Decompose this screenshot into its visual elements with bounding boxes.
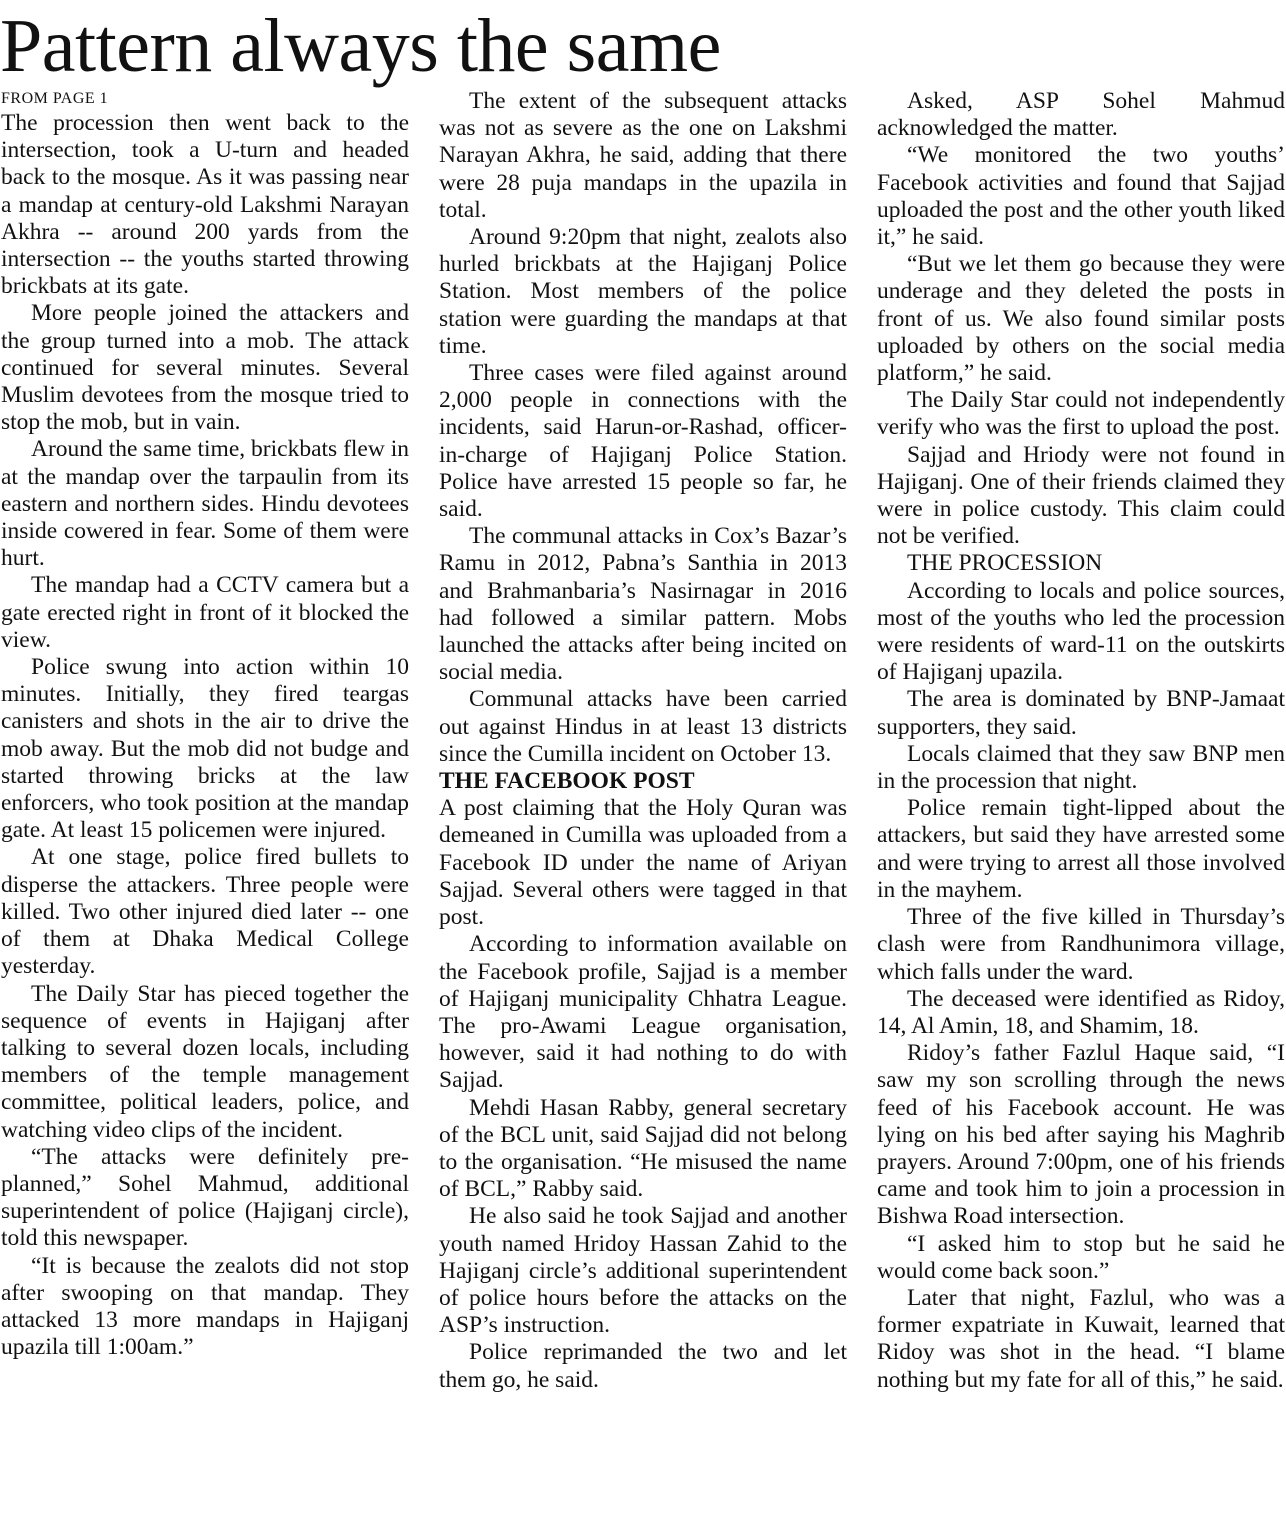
- paragraph: The Daily Star has pieced together the sequence of events in Hajiganj after talking to several dozen locals, including members of the temple management committee, political leaders, police, and watching video clips of the incident.: [1, 980, 409, 1143]
- paragraph: The communal attacks in Cox’s Bazar’s Ramu in 2012, Pabna’s Santhia in 2013 and Brahmanbaria’s Nasirnagar in 2016 had followed a similar pattern. Mobs launched the attacks after being incited on social media.: [439, 523, 847, 686]
- article-column-2: [439, 88, 847, 1394]
- paragraph: “But we let them go because they were underage and they deleted the posts in front of us. We also found similar posts uploaded by others on the social media platform,” he said.: [877, 251, 1285, 387]
- article-column-1: [1, 88, 409, 1361]
- paragraph: At one stage, police fired bullets to disperse the attackers. Three people were killed. Two other injured died later -- one of them at Dhaka Medical College yesterday.: [1, 844, 409, 980]
- section-subhead-facebook-post: THE FACEBOOK POST: [439, 768, 695, 795]
- paragraph: Around 9:20pm that night, zealots also hurled brickbats at the Hajiganj Police Station. Most members of the police station were guarding the mandaps at that time.: [439, 224, 847, 359]
- paragraph: Later that night, Fazlul, who was a former expatriate in Kuwait, learned that Ridoy was shot in the head. “I blame nothing but my fate for all of this,” he said.: [877, 1284, 1285, 1393]
- paragraph: “We monitored the two youths’ Facebook activities and found that Sajjad uploaded the post and the other youth liked it,” he said.: [877, 142, 1285, 251]
- article-column-3: [877, 88, 1285, 1394]
- paragraph: Around the same time, brickbats flew in at the mandap over the tarpaulin from its eastern and northern sides. Hindu devotees inside cowered in fear. Some of them were hurt.: [1, 436, 409, 572]
- paragraph: The mandap had a CCTV camera but a gate erected right in front of it blocked the view.: [1, 572, 409, 653]
- paragraph: The Daily Star could not independently verify who was the first to upload the post.: [877, 387, 1285, 441]
- paragraph: The procession then went back to the intersection, took a U-turn and headed back to the mosque. As it was passing near a mandap at century-old Lakshmi Narayan Akhra -- around 200 yards from the intersection -- the youths started throwing brickbats at its gate.: [1, 110, 409, 300]
- paragraph: The deceased were identified as Ridoy, 14, Al Amin, 18, and Shamim, 18.: [877, 985, 1285, 1039]
- paragraph: Police remain tight-lipped about the attackers, but said they have arrested some and were trying to arrest all those involved in the mayhem.: [877, 795, 1285, 903]
- paragraph: Sajjad and Hriody were not found in Hajiganj. One of their friends claimed they were in police custody. This claim could not be verified.: [877, 441, 1285, 550]
- paragraph: The extent of the subsequent attacks was not as severe as the one on Lakshmi Narayan Akhra, he said, adding that there were 28 puja mandaps in the upazila in total.: [439, 88, 847, 223]
- paragraph: “I asked him to stop but he said he would come back soon.”: [877, 1230, 1285, 1284]
- paragraph: Police swung into action within 10 minutes. Initially, they fired teargas canisters and shots in the air to drive the mob away. But the mob did not budge and started throwing bricks at the law enforcers, who took position at the mandap gate. At least 15 policemen were injured.: [1, 654, 409, 844]
- paragraph: “It is because the zealots did not stop after swooping on that mandap. They attacked 13 more mandaps in Hajiganj upazila till 1:00am.”: [1, 1252, 409, 1361]
- paragraph: Asked, ASP Sohel Mahmud acknowledged the matter.: [877, 88, 1285, 142]
- paragraph: Communal attacks have been carried out against Hindus in at least 13 districts since the Cumilla incident on October 13.: [439, 686, 847, 767]
- paragraph: He also said he took Sajjad and another youth named Hridoy Hassan Zahid to the Hajiganj circle’s additional superintendent of police hours before the attacks on the ASP’s instruction.: [439, 1203, 847, 1339]
- paragraph: Mehdi Hasan Rabby, general secretary of the BCL unit, said Sajjad did not belong to the organisation. “He misused the name of BCL,” Rabby said.: [439, 1094, 847, 1203]
- paragraph: Three cases were filed against around 2,000 people in connections with the incidents, said Harun-or-Rashad, officer-in-charge of Hajiganj Police Station. Police have arrested 15 people so far, he said.: [439, 360, 847, 523]
- paragraph: According to information available on the Facebook profile, Sajjad is a member of Hajiganj municipality Chhatra League. The pro-Awami League organisation, however, said it had nothing to do with Sajjad.: [439, 931, 847, 1094]
- paragraph: More people joined the attackers and the group turned into a mob. The attack continued for several minutes. Several Muslim devotees from the mosque tried to stop the mob, but in vain.: [1, 300, 409, 436]
- headline: Pattern always the same: [0, 4, 721, 88]
- paragraph: According to locals and police sources, most of the youths who led the procession were residents of ward-11 on the outskirts of Hajiganj upazila.: [877, 577, 1285, 686]
- paragraph: A post claiming that the Holy Quran was demeaned in Cumilla was uploaded from a Facebook ID under the name of Ariyan Sajjad. Several others were tagged in that post.: [439, 795, 847, 931]
- paragraph: Police reprimanded the two and let them go, he said.: [439, 1339, 847, 1393]
- continuation-kicker: FROM PAGE 1: [1, 90, 109, 107]
- section-subhead-procession: THE PROCESSION: [907, 550, 1103, 577]
- paragraph: The area is dominated by BNP-Jamaat supporters, they said.: [877, 686, 1285, 740]
- paragraph: “The attacks were definitely pre-planned,” Sohel Mahmud, additional superintendent of police (Hajiganj circle), told this newspaper.: [1, 1143, 409, 1252]
- paragraph: Locals claimed that they saw BNP men in the procession that night.: [877, 740, 1285, 795]
- paragraph: Ridoy’s father Fazlul Haque said, “I saw my son scrolling through the news feed of his Facebook account. He was lying on his bed after saying his Maghrib prayers. Around 7:00pm, one of his friends came and took him to join a procession in Bishwa Road intersection.: [877, 1040, 1285, 1230]
- paragraph: Three of the five killed in Thursday’s clash were from Randhunimora village, which falls under the ward.: [877, 904, 1285, 985]
